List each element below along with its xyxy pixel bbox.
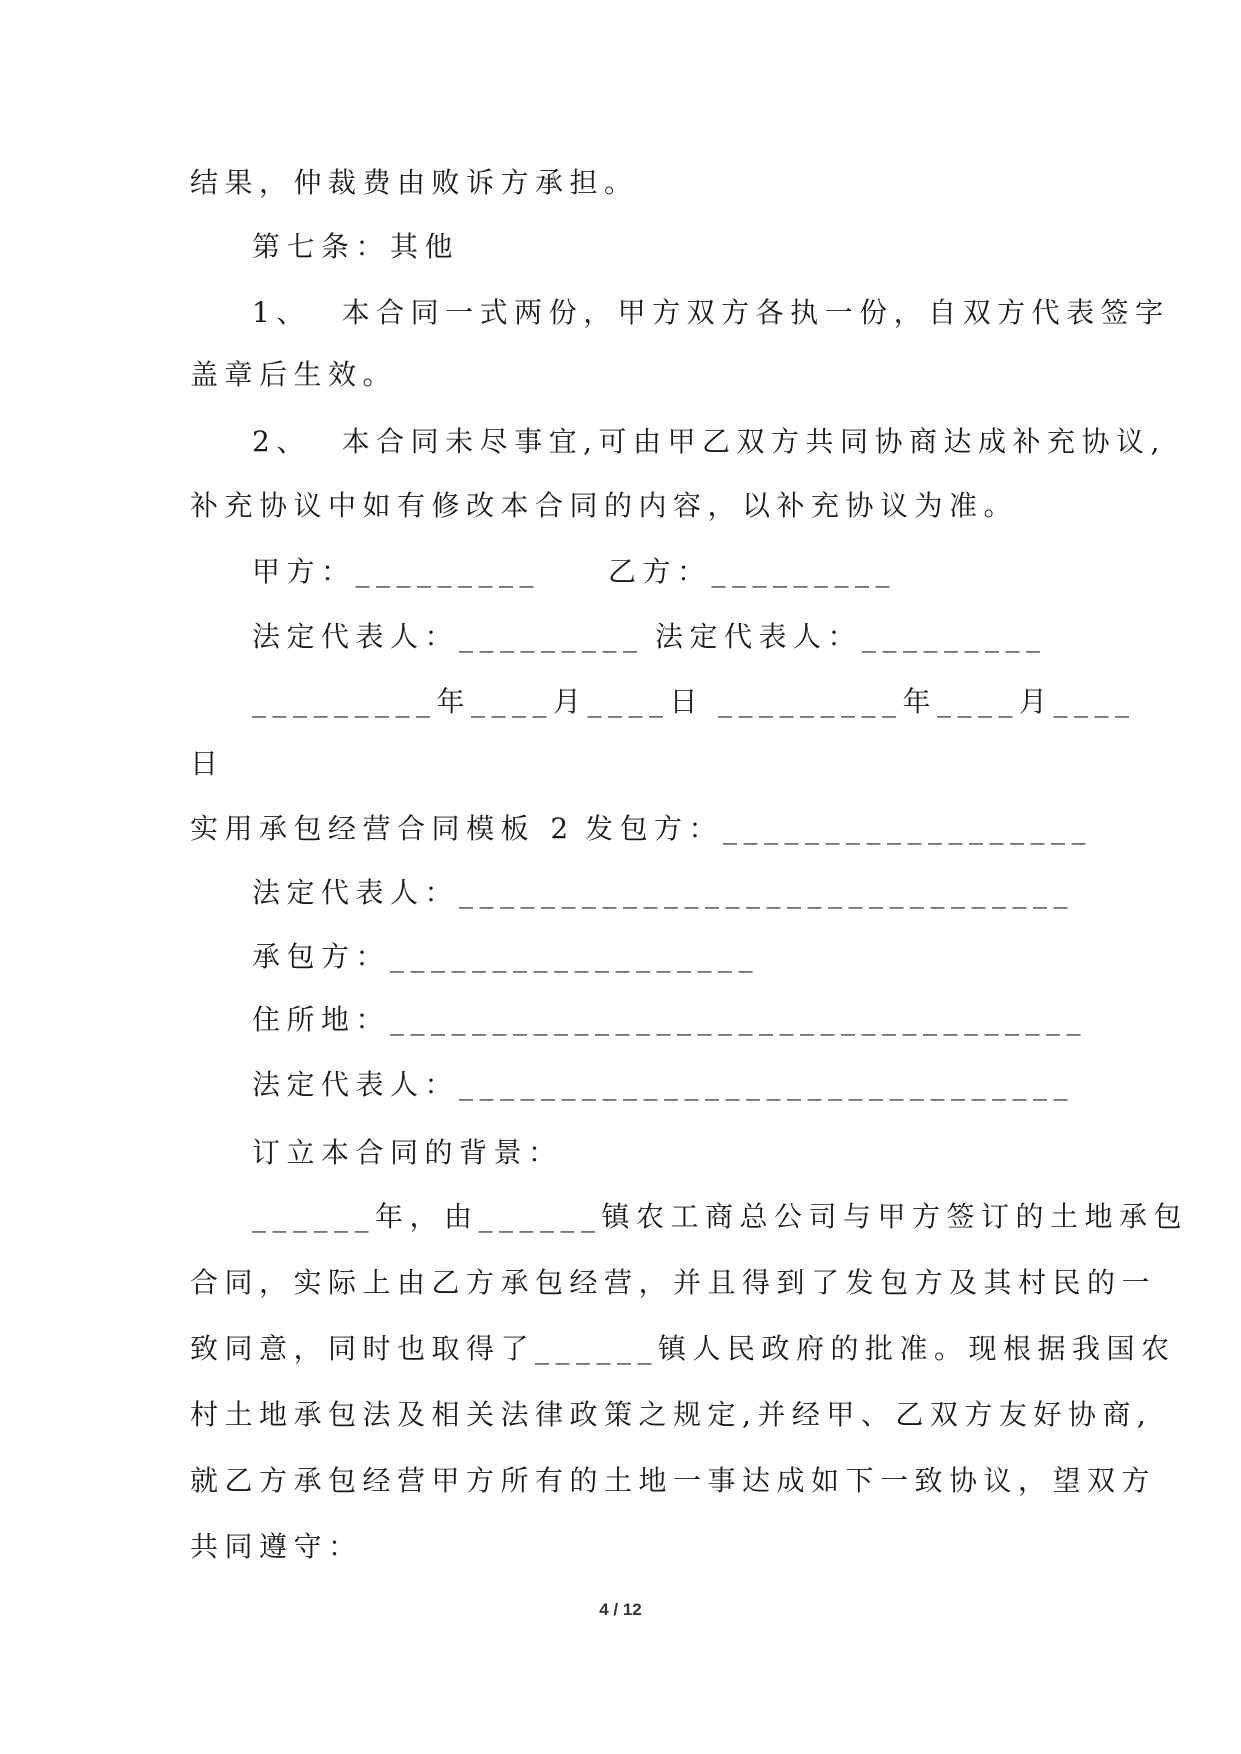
address-field: 住所地：__________________________________ xyxy=(252,1003,1088,1036)
section-heading: 订立本合同的背景： xyxy=(252,1136,563,1169)
page-number: 4 / 12 xyxy=(599,1600,642,1619)
representative-field: 法定代表人：______________________________ xyxy=(252,1068,1075,1101)
date-b-field: _________年____月____ xyxy=(718,685,1136,718)
party-a-field: 甲方：_________ xyxy=(252,555,541,588)
text-line: ______年，由______镇农工商总公司与甲方签订的土地承包 xyxy=(252,1200,1189,1233)
party-b-field: 乙方：_________ xyxy=(608,555,897,588)
text-line: 村土地承包法及相关法律政策之规定,并经甲、乙双方友好协商, xyxy=(190,1398,1153,1431)
text-line: 就乙方承包经营甲方所有的土地一事达成如下一致协议，望双方 xyxy=(190,1464,1157,1497)
contractor-field: 发包方：__________________ xyxy=(585,812,1093,845)
text-line: 盖章后生效。 xyxy=(190,358,398,391)
contractee-field: 承包方：__________________ xyxy=(252,940,760,973)
representative-field: 法定代表人：______________________________ xyxy=(252,876,1075,909)
text-line: 2、 本合同未尽事宜,可由甲乙双方共同协商达成补充协议, xyxy=(252,425,1166,458)
text-line: 1、 本合同一式两份，甲方双方各执一份，自双方代表签字 xyxy=(252,296,1170,329)
text-line: 补充协议中如有修改本合同的内容，以补充协议为准。 xyxy=(190,489,1019,522)
section-heading: 第七条：其他 xyxy=(252,230,460,263)
text-line: 共同遵守： xyxy=(190,1530,363,1563)
text-line: 致同意，同时也取得了______镇人民政府的批准。现根据我国农 xyxy=(190,1332,1176,1365)
document-title: 实用承包经营合同模板 2 xyxy=(190,812,575,845)
date-a-field: _________年____月____日 xyxy=(252,685,705,718)
representative-b-field: 法定代表人：_________ xyxy=(655,620,1047,653)
text-line: 结果，仲裁费由败诉方承担。 xyxy=(190,166,639,199)
representative-a-field: 法定代表人：_________ xyxy=(252,620,644,653)
text-line: 日 xyxy=(190,747,225,780)
text-line: 合同，实际上由乙方承包经营，并且得到了发包方及其村民的一 xyxy=(190,1266,1157,1299)
